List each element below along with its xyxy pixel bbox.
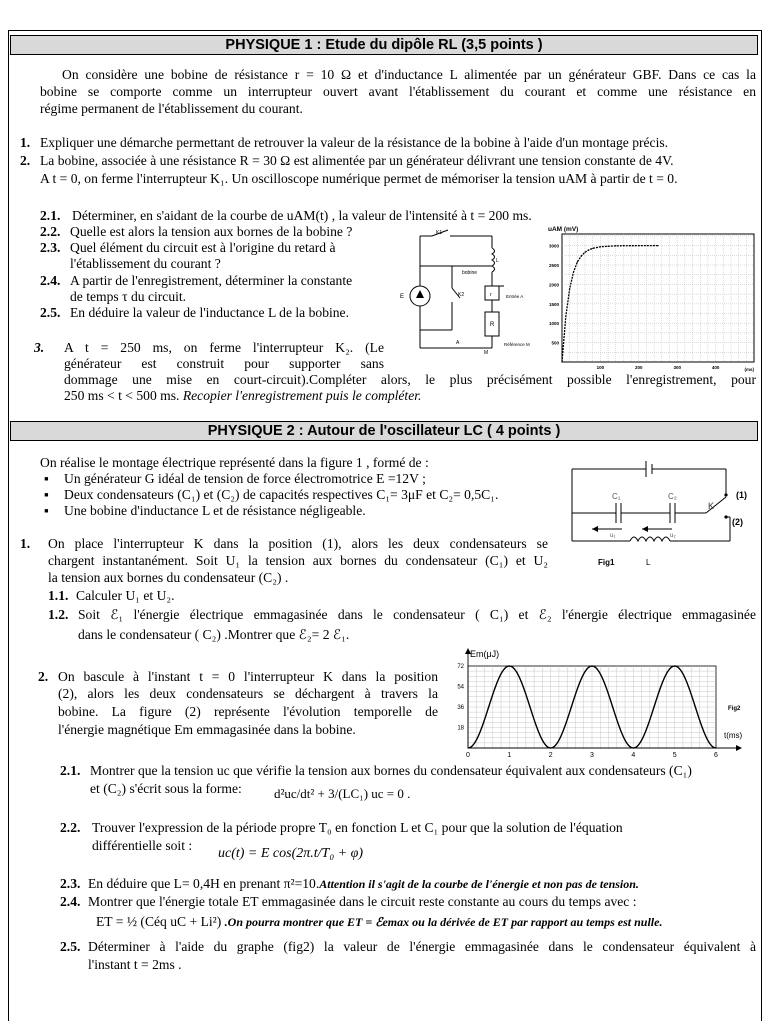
rl-circuit-diagram [392,226,532,356]
em-x-tick: 1 [507,752,512,759]
em-x-arrow-icon [736,745,742,751]
p2-bullet-marker-2: ▪ [44,487,49,502]
p2-q12-a: Soit ℰ₁ l'énergie électrique emmagasinée dans le condensateur ( C₁) et ℰ₂ l'énergie électrique emmagasinée [78,607,756,622]
p2-q22-a: Trouver l'expression de la période propre T₀ en fonction L et C₁ pour que la solution de l'équation [92,820,623,835]
em-point [664,677,665,678]
em-point [633,748,634,749]
circuit-label-reference: Référence M [504,342,530,347]
switch-contact-2 [724,515,727,518]
generator-arrow-icon [416,290,424,298]
p1-q3-d-italic: Recopier l'enregistrement puis le compléter. [182,388,422,403]
p2-q23-text: En déduire que L= 0,4H en prenant π²=10. [88,876,320,891]
p2-q24-num: 2.4. [60,894,81,909]
p1-q23-a: Quel élément du circuit est à l'origine du retard à [70,240,336,255]
em-point [623,736,624,737]
uam-point [577,261,578,262]
uam-y-tick: 1500 [548,301,559,307]
p1-q2-num: 2. [20,153,31,168]
fig1-label-u1: u₁ [610,533,616,539]
p1-intro-1: On considère une bobine de résistance r = 10 Ω et d'inductance L alimentée par un générateur GBF. Dans ce cas la [62,67,756,82]
em-y-tick: 72 [457,664,464,670]
em-point [695,707,696,708]
p1-title-banner [10,35,758,55]
uam-point [623,245,624,246]
p2-q1-num: 1. [20,536,31,551]
em-point [581,677,582,678]
uam-y-tick: 1000 [548,321,559,327]
uam-point [657,245,658,246]
p2-q24: Montrer que l'énergie totale ET emmagasinée dans le circuit reste constante au cours du temps avec : [88,894,637,909]
fig1-label-u2: u₂ [670,533,676,539]
p1-q21-num: 2.1. [40,208,61,223]
p2-bullet-2: Deux condensateurs (C₁) et (C₂) de capacités respectives C₁= 3μF et C₂= 0,5C₁. [64,487,499,502]
em-point [602,677,603,678]
em-point [499,677,500,678]
p2-q21-equation: d²uc/dt² + 3/(LC₁) uc = 0 . [274,786,411,801]
uam-y-tick: 500 [551,340,559,346]
circuit-label-R: R [490,322,495,328]
p2-q25-b: l'instant t = 2ms . [88,957,182,972]
p1-q3-c: dommage une mise en court-circuit).Compléter alors, le plus précisément possible l'enregistrement, pour [64,372,756,387]
uam-point [573,271,574,272]
p1-q25-num: 2.5. [40,305,61,320]
fig1-label: Fig1 [598,558,615,567]
uam-point [588,249,589,250]
em-point [685,677,686,678]
p1-q22-num: 2.2. [40,224,61,239]
p2-q1-a: On place l'interrupteur K dans la position (1), alors les deux condensateurs se [48,536,548,551]
circuit-label-r-small: r [490,292,492,298]
p2-q24-equation: ET = ½ (Céq uC + Li²) [96,914,222,929]
u2-arrow-icon [642,526,648,532]
p2-q2-num: 2. [38,669,49,684]
p2-q2-c: bobine. La figure (2) représente l'évolution temporelle de [58,704,438,719]
p1-q24-num: 2.4. [40,273,61,288]
em-point [612,707,613,708]
fig1-label-k: K [708,501,715,511]
p1-q3-a: A t = 250 ms, on ferme l'interrupteur K₂. (Le [64,340,384,355]
switch-contact-1 [724,493,727,496]
p1-intro-2: bobine se comporte comme un interrupteur ouvert avant l'établissement du courant et comme une résistance en [40,84,756,99]
p1-q22: Quelle est alors la tension aux bornes de la bobine ? [70,224,353,239]
p1-q24-b: de temps τ du circuit. [70,289,187,304]
circuit-label-l: L [496,258,499,264]
p2-q1-b: chargent instantanément. Soit U₁ la tension aux bornes du condensateur (C₁) et U₂ [48,553,548,568]
em-point [643,736,644,737]
p2-q22-equation: uc(t) = E cos(2π.t/T₀ + φ) [218,846,364,861]
uam-y-tick: 2500 [548,263,559,269]
circuit-label-m: M [484,350,489,356]
uam-point [584,252,585,253]
uam-y-label: uAM (mV) [548,226,579,233]
p2-title: PHYSIQUE 2 : Autour de l'oscillateur LC ( 4 points ) [207,423,561,439]
em-point [530,707,531,708]
em-point [654,707,655,708]
p2-q25-a: Déterminer à l'aide du graphe (fig2) la valeur de l'énergie emmagasinée dans le condensateur équivalent à [88,939,756,954]
em-chart [440,644,758,760]
uam-point [569,288,570,289]
p2-q24-note: .On pourra montrer que ET = ℰemax ou la dérivée de ET par rapport au temps est nulle. [224,915,663,929]
em-point [561,736,562,737]
u1-arrow-icon [592,526,598,532]
p1-q24-a: A partir de l'enregistrement, déterminer la constante [70,273,353,288]
p2-q21-b: et (C₂) s'écrit sous la forme: [90,781,242,796]
p2-bullet-marker-1: ▪ [44,471,49,486]
p1-q2-a: La bobine, associée à une résistance R = 30 Ω est alimentée par un générateur délivrant une tension constante de 4V. [40,153,674,168]
p1-intro-3: régime permanent de l'établissement du courant. [40,101,303,116]
circuit-label-entree: Entrée A [506,294,524,299]
p1-q3-num: 3. [34,340,45,355]
p1-q25: En déduire la valeur de l'inductance L de la bobine. [70,305,349,320]
em-point [550,748,551,749]
p1-q3-b: générateur est construit pour supporter sans [64,356,384,371]
p2-title-banner [10,421,758,441]
uam-point [615,245,616,246]
fig1-label-c1: C₁ [612,492,621,501]
p2-q2-d: l'énergie magnétique Em emmagasinée dans la bobine. [58,722,356,737]
p2-q22-num: 2.2. [60,820,81,835]
p2-q23-num: 2.3. [60,876,81,891]
p1-title: PHYSIQUE 1 : Etude du dipôle RL (3,5 points ) [225,37,543,53]
fig1-label-pos2: (2) [732,517,743,527]
uam-x-tick: 100 [596,365,605,370]
em-y-label: Em(μJ) [470,649,500,659]
uam-y-tick: 3000 [548,243,559,249]
p2-q22-b: différentielle soit : [92,838,193,853]
uam-point [592,248,593,249]
p2-bullet-3: Une bobine d'inductance L et de résistance négligeable. [64,503,366,518]
em-point [571,707,572,708]
p2-q12-num: 1.2. [48,607,69,622]
em-x-label: t(ms) [724,731,743,740]
uam-x-tick: 300 [673,365,681,370]
em-y-tick: 18 [457,725,464,732]
p1-q21: Déterminer, en s'aidant de la courbe de uAM(t) , la valeur de l'intensité à t = 200 ms. [72,208,532,223]
p2-q25-num: 2.5. [60,939,81,954]
p2-q2-a: On bascule à l'instant t = 0 l'interrupteur K dans la position [58,669,438,684]
p2-q21-num: 2.1. [60,763,81,778]
em-y-tick: 54 [457,684,464,691]
p2-q24-line2 [96,914,662,931]
p2-q2-b: (2), alors les deux condensateurs se déchargent à travers la [58,686,438,701]
em-x-tick: 4 [631,752,636,759]
uam-point [581,256,582,257]
em-x-tick: 5 [672,752,677,759]
p1-q3-d [64,388,421,404]
p1-q1: Expliquer une démarche permettant de retrouver la valeur de la résistance de la bobine à l'aide d'un montage précis. [40,135,669,150]
uam-x-tick: 400 [711,365,720,370]
em-x-tick: 3 [590,752,594,759]
p2-intro: On réalise le montage électrique représenté dans la figure 1 , formé de : [40,455,429,470]
p1-q2-b: A t = 0, on ferme l'interrupteur K₁. Un oscilloscope numérique permet de mémoriser la tension uAM à partir de t = 0. [40,171,678,186]
p2-q12-b: dans le condensateur ( C₂) .Montrer que ℰ₂= 2 ℰ₁. [78,627,350,642]
em-point [705,736,706,737]
em-x-tick: 0 [466,752,470,759]
em-point [478,736,479,737]
uam-point [561,361,562,362]
p1-q1-num: 1. [20,135,31,150]
p2-q1-c: la tension aux bornes du condensateur (C₂) . [48,570,289,585]
p2-bullet-1: Un générateur G idéal de tension de force électromotrice E =12V ; [64,471,426,486]
uam-point [600,246,601,247]
circuit-label-k2: K2 [458,292,465,298]
em-point [488,707,489,708]
em-point [509,666,510,667]
em-x-tick: 6 [714,752,718,759]
p2-q11: Calculer U₁ et U₂. [76,588,175,603]
p1-q3-d-text: 250 ms < t < 500 ms. [64,388,180,403]
em-y-tick: 36 [457,705,464,711]
p2-bullet-marker-3: ▪ [44,503,49,518]
em-point [519,677,520,678]
em-x-tick: 2 [548,752,553,759]
em-point [716,748,717,749]
fig1-label-pos1: (1) [736,490,747,500]
em-point [674,666,675,667]
em-point [468,748,469,749]
circuit-label-a: A [456,340,460,346]
lc-circuit-diagram [560,455,756,567]
p2-q11-num: 1.1. [48,588,69,603]
uam-point [638,245,639,246]
uam-point [565,316,566,317]
circuit-label-k1: K1 [436,230,443,236]
uam-x-unit: (ms) [744,367,754,372]
p1-q23-num: 2.3. [40,240,61,255]
em-point [540,736,541,737]
p2-q21-a: Montrer que la tension uc que vérifie la tension aux bornes du condensateur équivalent aux condensateurs (C₁) [90,763,692,778]
circuit-label-bobine: bobine [462,270,478,276]
circuit-label-e: E [400,294,405,300]
fig1-label-l: L [646,558,651,567]
p2-q23 [88,876,639,893]
p2-q23-attention: Attention il s'agit de la courbe de l'énergie et non pas de tension. [319,877,639,891]
uam-y-tick: 2000 [548,282,559,288]
p1-q23-b: l'établissement du courant ? [70,256,221,271]
uam-chart [532,222,760,374]
em-point [592,666,593,667]
em-figure-label: Fig2 [728,706,741,712]
fig1-label-c2: C₂ [668,492,677,501]
uam-x-tick: 200 [635,365,643,370]
uam-point [607,246,608,247]
